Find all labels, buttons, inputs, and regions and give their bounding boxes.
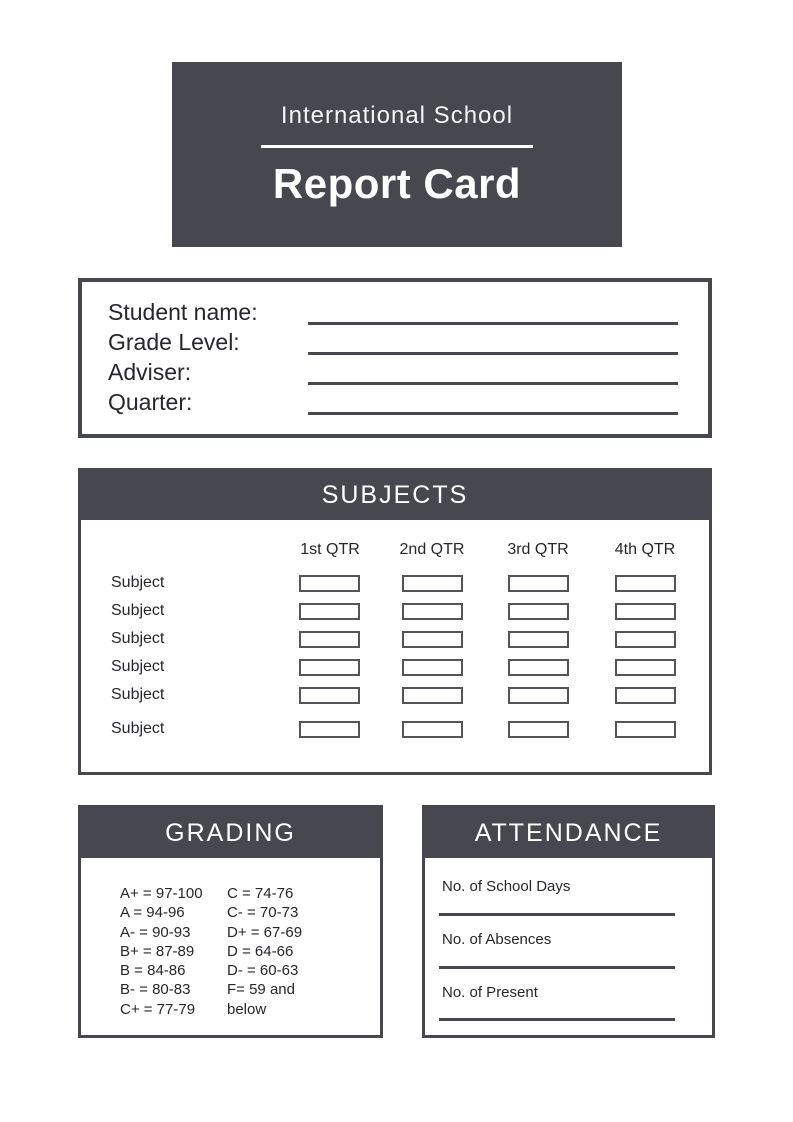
grade-box-q1[interactable]: [299, 659, 360, 676]
grade-scale-entry: C+ = 77-79: [120, 1000, 196, 1018]
subject-label: Subject: [111, 658, 165, 675]
subject-row: [81, 719, 709, 740]
student-info-row: [82, 297, 708, 327]
school-name: International School: [280, 102, 514, 129]
subject-label: Subject: [111, 574, 165, 591]
school-days-label: No. of School Days: [442, 878, 571, 895]
grade-box-q2[interactable]: [402, 721, 463, 738]
subject-row: [81, 685, 709, 706]
attendance-card: [422, 805, 715, 1038]
page-title: Report Card: [272, 160, 522, 207]
grade-box-q4[interactable]: [615, 687, 676, 704]
grade-box-q4[interactable]: [615, 603, 676, 620]
grading-scale-right-column: [227, 884, 302, 1019]
subject-row: [81, 657, 709, 678]
student-name-label: Student name:: [108, 299, 258, 325]
adviser-line[interactable]: [308, 382, 678, 385]
grade-box-q4[interactable]: [615, 721, 676, 738]
grade-box-q4[interactable]: [615, 575, 676, 592]
grade-box-q4[interactable]: [615, 659, 676, 676]
grade-scale-entry: B = 84-86: [120, 962, 186, 980]
header-divider: [261, 145, 533, 148]
grade-level-label: Grade Level:: [108, 329, 240, 355]
subject-row: [81, 601, 709, 622]
grade-box-q2[interactable]: [402, 659, 463, 676]
student-info-row: [82, 327, 708, 357]
qtr-2-header: 2nd QTR: [399, 541, 465, 558]
student-info-card: [78, 278, 712, 438]
grade-box-q1[interactable]: [299, 575, 360, 592]
grade-box-q2[interactable]: [402, 631, 463, 648]
grade-scale-entry: F= 59 and: [227, 981, 295, 999]
student-info-row: [82, 357, 708, 387]
grade-box-q3[interactable]: [508, 659, 569, 676]
grading-scale-left-column: [120, 884, 203, 1019]
subject-label: Subject: [111, 630, 165, 647]
grading-card: [78, 805, 383, 1038]
grade-scale-entry: B+ = 87-89: [120, 942, 195, 960]
subject-row: [81, 573, 709, 594]
absences-line[interactable]: [439, 966, 675, 969]
grade-scale-entry: D = 64-66: [227, 942, 294, 960]
grade-scale-entry: D+ = 67-69: [227, 923, 303, 941]
subject-row: [81, 629, 709, 650]
grade-box-q4[interactable]: [615, 631, 676, 648]
quarter-label: Quarter:: [108, 389, 193, 415]
grade-box-q2[interactable]: [402, 575, 463, 592]
absences-label: No. of Absences: [442, 931, 552, 948]
grade-level-line[interactable]: [308, 352, 678, 355]
grade-box-q3[interactable]: [508, 721, 569, 738]
grade-box-q2[interactable]: [402, 603, 463, 620]
school-days-line[interactable]: [439, 913, 675, 916]
adviser-label: Adviser:: [108, 359, 192, 385]
grade-scale-entry: A = 94-96: [120, 904, 185, 922]
grade-box-q3[interactable]: [508, 575, 569, 592]
student-name-line[interactable]: [308, 322, 678, 325]
grade-box-q3[interactable]: [508, 687, 569, 704]
grade-box-q1[interactable]: [299, 631, 360, 648]
qtr-1-header: 1st QTR: [300, 541, 360, 558]
header-card: [172, 62, 622, 247]
present-label: No. of Present: [442, 984, 538, 1001]
grade-box-q1[interactable]: [299, 603, 360, 620]
grade-scale-entry: A+ = 97-100: [120, 885, 203, 902]
quarter-line[interactable]: [308, 412, 678, 415]
subject-label: Subject: [111, 686, 165, 703]
subjects-card: [78, 468, 712, 775]
qtr-3-header: 3rd QTR: [507, 541, 569, 558]
subjects-section-title: SUBJECTS: [81, 471, 709, 520]
grading-section-title: GRADING: [81, 808, 380, 858]
grade-scale-entry: below: [227, 1000, 267, 1018]
grade-scale-entry: D- = 60-63: [227, 962, 299, 980]
present-line[interactable]: [439, 1018, 675, 1021]
grade-scale-entry: C = 74-76: [227, 885, 294, 902]
grade-box-q1[interactable]: [299, 687, 360, 704]
grade-scale-entry: A- = 90-93: [120, 923, 191, 941]
grade-box-q3[interactable]: [508, 603, 569, 620]
student-info-row: [82, 387, 708, 417]
qtr-4-header: 4th QTR: [614, 541, 676, 558]
subject-label: Subject: [111, 720, 165, 737]
grade-box-q2[interactable]: [402, 687, 463, 704]
grade-scale-entry: C- = 70-73: [227, 904, 299, 922]
grade-box-q1[interactable]: [299, 721, 360, 738]
grade-scale-entry: B- = 80-83: [120, 981, 191, 999]
subject-label: Subject: [111, 602, 165, 619]
attendance-section-title: ATTENDANCE: [425, 808, 712, 858]
grade-box-q3[interactable]: [508, 631, 569, 648]
